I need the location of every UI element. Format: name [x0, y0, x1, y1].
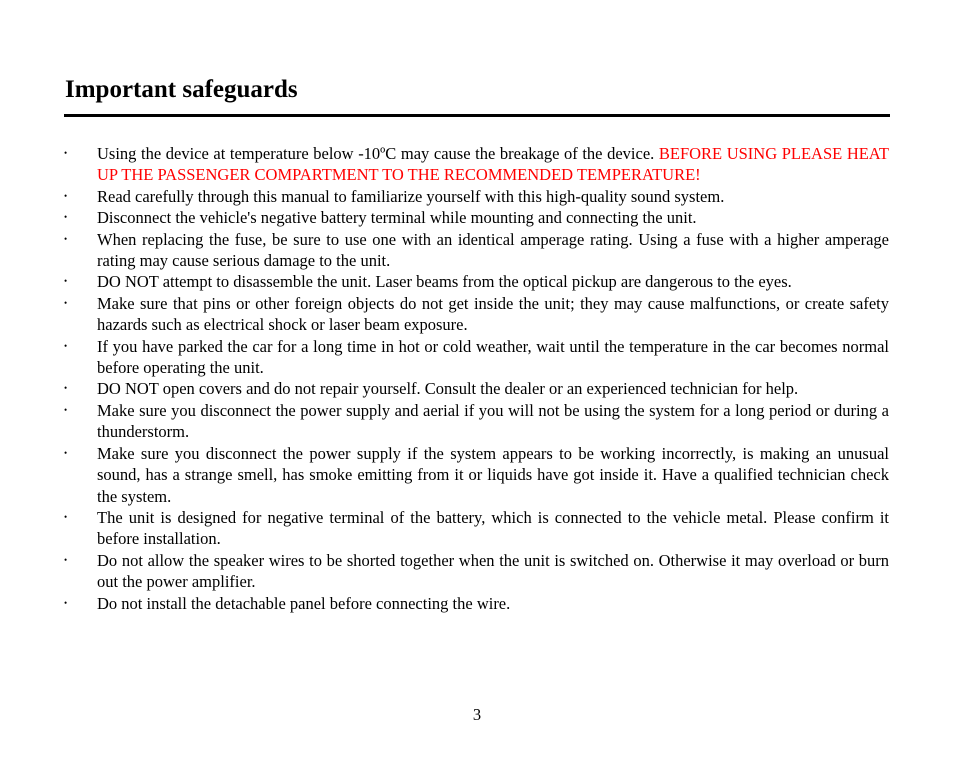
page-number: 3 [472, 705, 482, 724]
safeguard-list [64, 143, 889, 614]
item-text: Using the device at temperature below -10ºC may cause the breakage of the device. [97, 144, 659, 163]
item-text: Disconnect the vehicle's negative battery terminal while mounting and connecting the unit. [97, 208, 697, 228]
bullet-icon: • [64, 404, 68, 415]
bullet-icon: • [64, 383, 68, 394]
list-item [64, 207, 889, 228]
bullet-icon: • [64, 276, 68, 287]
bullet-icon: • [64, 148, 68, 158]
list-item [64, 443, 889, 507]
item-text: DO NOT attempt to disassemble the unit. Laser beams from the optical pickup are dangerous to the eyes. [97, 272, 792, 292]
warning-text: BEFORE USING PLEASE HEAT UP THE PASSENGER COMPARTMENT TO THE RECOMMENDED TEMPERATURE! [97, 144, 889, 185]
item-text: Do not install the detachable panel before connecting the wire. [97, 593, 511, 613]
item-text: Read carefully through this manual to familiarize yourself with this high-quality sound system. [97, 186, 725, 206]
list-item [64, 550, 889, 593]
item-text: Make sure that pins or other foreign objects do not get inside the unit; they may cause malfunctions, or create safety hazards such as electrical shock or laser beam exposure. [97, 293, 889, 335]
item-text: If you have parked the car for a long time in hot or cold weather, wait until the temperature in the car becomes normal before operating the unit. [97, 336, 889, 378]
list-item [64, 186, 889, 207]
bullet-icon: • [64, 554, 68, 565]
bullet-icon: • [64, 447, 68, 458]
bullet-icon: • [64, 233, 68, 244]
list-item [64, 143, 889, 186]
list-item [64, 593, 889, 614]
item-text: The unit is designed for negative terminal of the battery, which is connected to the vehicle metal. Please confirm it before installation. [97, 507, 889, 549]
list-item [64, 378, 889, 399]
bullet-icon: • [64, 340, 68, 351]
list-item [64, 229, 889, 272]
bullet-icon: • [64, 297, 68, 308]
bullet-icon: • [64, 190, 68, 201]
list-item [64, 507, 889, 550]
item-text: Make sure you disconnect the power supply if the system appears to be working incorrectly, is making an unusual sound, has a strange smell, has smoke emitting from it or liquids have got inside it. Have a qualified technician check the system. [97, 443, 889, 506]
bullet-icon: • [64, 212, 68, 223]
item-text: Do not allow the speaker wires to be shorted together when the unit is switched on. Otherwise it may overload or burn out the power amplifier. [97, 550, 889, 592]
page-title: Important safeguards [65, 76, 298, 103]
item-text: When replacing the fuse, be sure to use one with an identical amperage rating. Using a fuse with a higher amperage rating may cause serious damage to the unit. [97, 229, 889, 271]
list-item [64, 400, 889, 443]
bullet-icon: • [64, 597, 68, 608]
list-item [64, 336, 889, 379]
list-item [64, 293, 889, 336]
list-item [64, 271, 889, 292]
item-text: DO NOT open covers and do not repair yourself. Consult the dealer or an experienced technician for help. [97, 379, 799, 399]
bullet-icon: • [64, 511, 68, 522]
item-text: Make sure you disconnect the power supply and aerial if you will not be using the system for a long period or during a thunderstorm. [97, 400, 889, 442]
title-underline [64, 114, 890, 117]
